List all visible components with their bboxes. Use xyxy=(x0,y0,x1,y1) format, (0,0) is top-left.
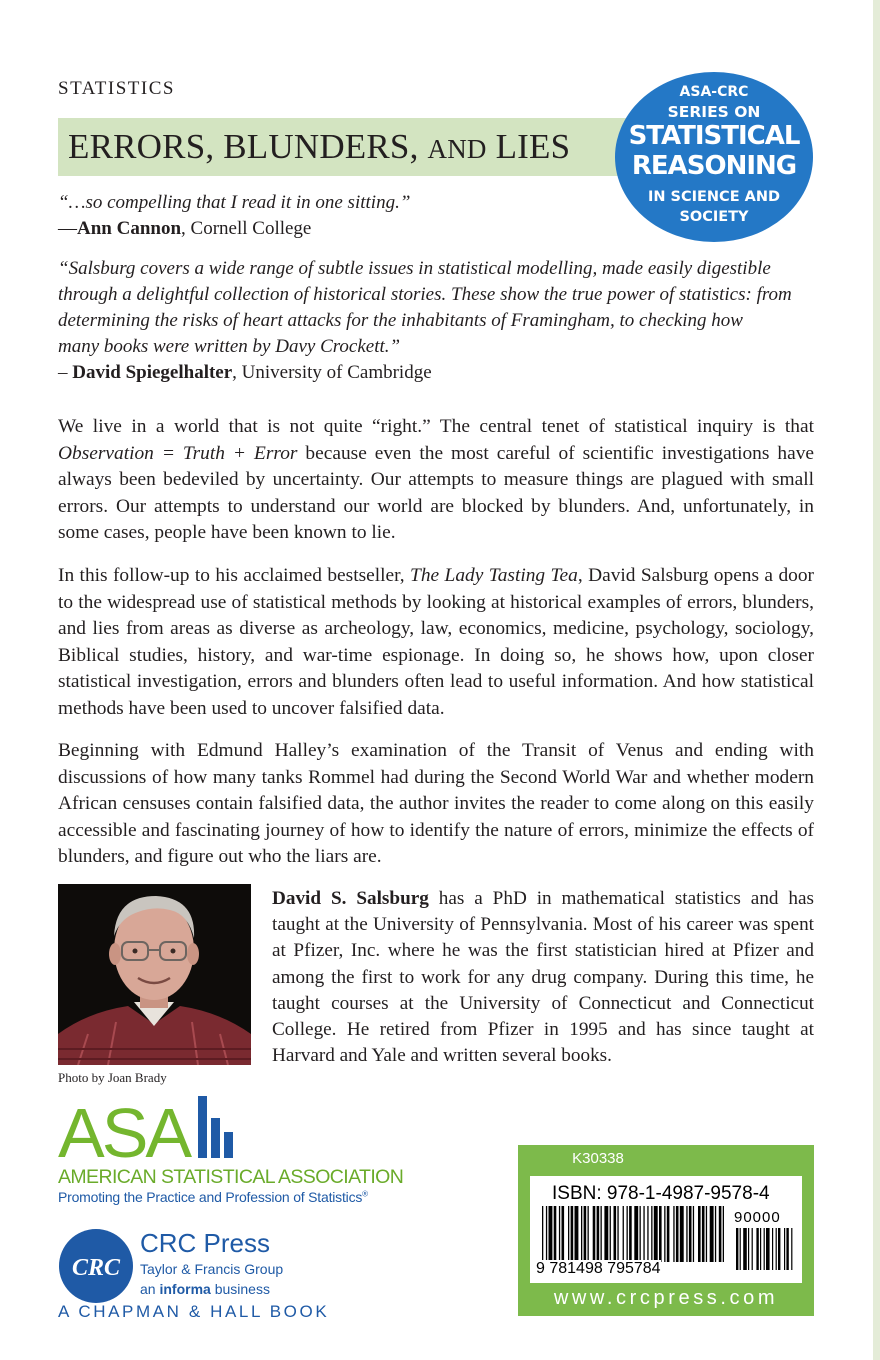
quote-2-line: determining the risks of heart attacks for the inhabitants of Framingham, to checking how xyxy=(58,310,743,331)
crc-logo-text: CRC xyxy=(71,1255,121,1281)
quote-2-line: “Salsburg covers a wide range of subtle issues in statistical modelling, made easily digestible xyxy=(58,258,771,279)
quote-2-dash: – xyxy=(58,362,73,383)
author-photo xyxy=(58,884,251,1065)
review-quote-1 xyxy=(58,190,578,242)
quote-1-dash: — xyxy=(58,218,77,239)
book-title xyxy=(68,127,570,167)
series-line-5: IN SCIENCE AND xyxy=(647,189,781,205)
title-and: AND xyxy=(427,134,487,164)
informa-line xyxy=(140,1281,270,1297)
title-main: ERRORS, BLUNDERS, xyxy=(68,127,419,166)
quote-2-affiliation: , University of Cambridge xyxy=(232,362,432,383)
asa-reg-mark: ® xyxy=(362,1189,368,1199)
quote-1-author: Ann Cannon xyxy=(77,218,182,239)
title-end: LIES xyxy=(495,127,571,166)
p2-text-b: , David Salsburg opens a door to the widespread use of statistical methods by looking at historical examples of errors, blunders, and lies from areas as diverse as archeology, law, economics, medicine, psychology, sociology, Biblical studies, history, and war-time espionage. In doing so, he shows how, upon closer statistical investigation, errors and blunders often lead to useful information. And how statistical methods have been used to uncover falsified data. xyxy=(58,565,814,719)
author-bio-text: has a PhD in mathematical statistics and has taught at the University of Pennsylvania. Most of his career was spent at Pfizer, Inc. where he was the first statistician hired at Pfizer and among the first to work for any drug company. During this time, he taught courses at the University of Connecticut and Connecticut College. He retired from Pfizer in 1995 and has since taught at Harvard and Yale and written several books. xyxy=(272,888,815,1067)
p2-italic: The Lady Tasting Tea xyxy=(410,565,578,586)
quote-1-attribution xyxy=(58,216,578,242)
asa-logo-text: ASA xyxy=(58,1094,190,1172)
product-code: K30338 xyxy=(572,1150,624,1167)
photo-credit: Photo by Joan Brady xyxy=(58,1070,167,1085)
quote-2-author: David Spiegelhalter xyxy=(72,362,233,383)
series-badge xyxy=(615,72,813,242)
price-code: 90000 xyxy=(734,1209,781,1226)
description-paragraph-1 xyxy=(58,414,814,547)
quote-2-line: many books were written by Davy Crockett.” xyxy=(58,336,401,357)
asa-name: AMERICAN STATISTICAL ASSOCIATION xyxy=(58,1166,404,1188)
description-paragraph-3: Beginning with Edmund Halley’s examination of the Transit of Venus and ending with discussions of how many tanks Rommel had during the Second World War and whether modern African censuses contain falsified data, the author invites the reader to come along on this easily accessible and fascinating journey of how to identify the nature of errors, minimize the effects of blunders, and figure out who the liars are. xyxy=(58,740,814,867)
quote-2-attribution xyxy=(58,360,828,386)
isbn-text: ISBN: 978-1-4987-9578-4 xyxy=(552,1183,770,1204)
p1-text-b: because even the most careful of scientific investigations have always been bedeviled by uncertainty. Our attempts to measure things are plagued with small errors. Our attempts to understand our world are blocked by blunders. And, unfortunately, in some cases, people have been known to lie. xyxy=(58,442,814,543)
description-paragraph-2 xyxy=(58,563,814,722)
edge-strip xyxy=(873,0,880,1360)
quote-2-line: through a delightful collection of historical stories. These show the true power of statistics: from xyxy=(58,284,792,305)
asa-tagline-text: Promoting the Practice and Profession of Statistics xyxy=(58,1189,363,1205)
ean-digits: 9 781498 795784 xyxy=(536,1260,661,1277)
author-bio xyxy=(272,886,814,1069)
p1-text-a: We live in a world that is not quite “right.” The central tenet of statistical inquiry is that xyxy=(58,416,814,437)
category-label: STATISTICS xyxy=(58,78,175,99)
p1-italic: Observation = Truth + Error xyxy=(58,442,298,464)
series-line-3: STATISTICAL xyxy=(628,121,800,151)
p2-text-a: In this follow-up to his acclaimed bestseller, xyxy=(58,565,411,586)
informa-bold: informa xyxy=(159,1281,211,1297)
imprint-line: A CHAPMAN & HALL BOOK xyxy=(58,1302,330,1321)
quote-1-text: “…so compelling that I read it in one sitting.” xyxy=(58,192,411,213)
crc-logo-icon xyxy=(58,1228,134,1304)
publisher-group: Taylor & Francis Group xyxy=(140,1261,284,1277)
author-name: David S. Salsburg xyxy=(272,888,429,909)
asa-bars-icon xyxy=(188,1096,248,1158)
publisher-name: CRC Press xyxy=(140,1228,271,1258)
series-line-6: SOCIETY xyxy=(679,209,749,225)
informa-suffix: business xyxy=(210,1281,270,1297)
series-line-4: REASONING xyxy=(631,151,797,181)
informa-prefix: an xyxy=(140,1281,160,1297)
asa-tagline xyxy=(58,1189,368,1205)
review-quote-2 xyxy=(58,256,828,386)
series-line-1: ASA-CRC xyxy=(679,84,749,100)
series-line-2: SERIES ON xyxy=(667,103,761,121)
quote-1-affiliation: , Cornell College xyxy=(181,218,312,239)
publisher-url: www.crcpress.com xyxy=(553,1287,779,1309)
